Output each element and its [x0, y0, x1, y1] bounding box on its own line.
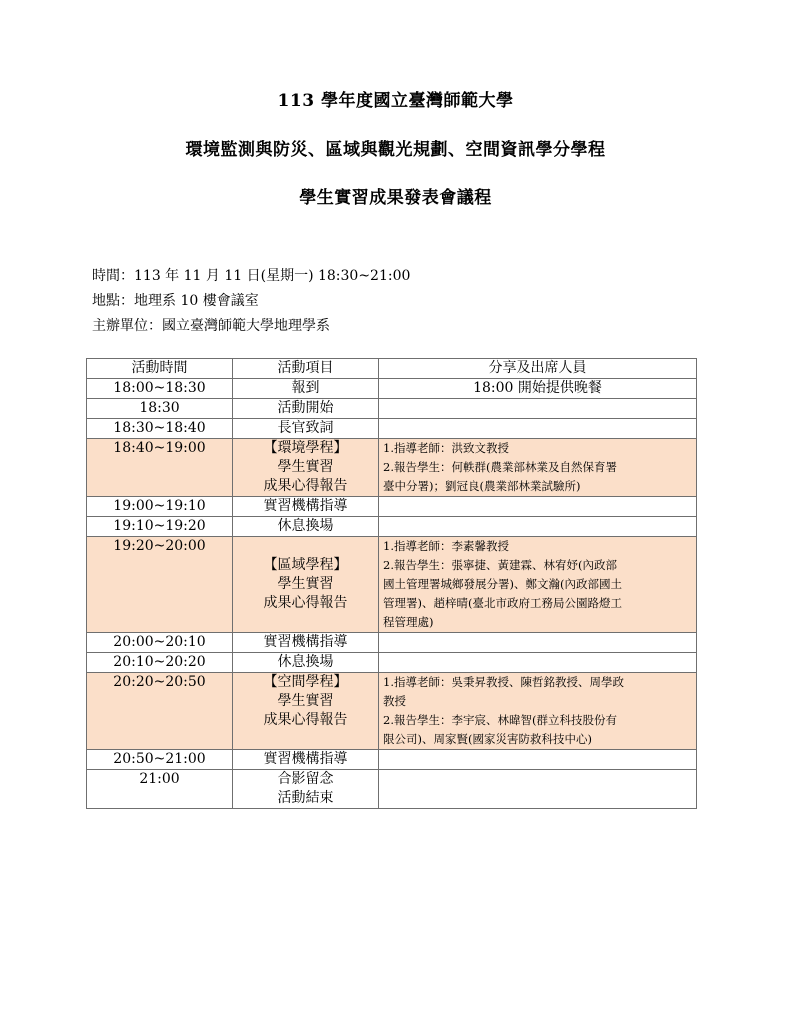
people-line: 教授 [383, 694, 406, 708]
people-line: 國土管理署城鄉發展分署)、鄭文瀚(內政部國土 [383, 577, 622, 591]
row-people [379, 750, 697, 770]
row-people [379, 517, 697, 537]
doc-title-line1: 113 學年度國立臺灣師範大學 [277, 91, 514, 111]
row-time: 18:30 [87, 399, 233, 419]
row-people [379, 770, 697, 809]
info-place: 地點：地理系 10 樓會議室 [92, 293, 259, 309]
row-item [233, 770, 379, 809]
row-time: 18:30~18:40 [87, 419, 233, 439]
row-item-line: 成果心得報告 [263, 478, 348, 494]
row-item-line: 活動結束 [277, 790, 334, 806]
row-item-line: 學生實習 [277, 576, 334, 592]
header-time: 活動時間 [87, 359, 233, 379]
row-item: 報到 [233, 379, 379, 399]
people-line: 2.報告學生：李宇宸、林暐智(群立科技股份有 [383, 713, 617, 727]
row-item [233, 673, 379, 750]
row-time: 20:50~21:00 [87, 750, 233, 770]
table-row [87, 633, 697, 653]
agenda-table [86, 358, 697, 809]
row-time: 21:00 [87, 770, 233, 809]
people-line: 2.報告學生：張寧捷、黃建霖、林宥妤(內政部 [383, 558, 617, 572]
row-item [233, 537, 379, 633]
info-host: 主辦單位：國立臺灣師範大學地理學系 [92, 318, 330, 334]
row-item-line: 學生實習 [277, 693, 334, 709]
people-line: 管理署)、趙梓晴(臺北市政府工務局公園路燈工 [383, 596, 622, 610]
row-time: 20:20~20:50 [87, 673, 233, 750]
row-item-line: 【空間學程】 [263, 674, 348, 690]
table-row [87, 653, 697, 673]
row-item-line: 【區域學程】 [263, 557, 348, 573]
row-item: 實習機構指導 [233, 497, 379, 517]
row-item-line: 合影留念 [277, 771, 334, 787]
row-people [379, 497, 697, 517]
row-item: 實習機構指導 [233, 633, 379, 653]
table-row [87, 439, 697, 497]
row-item: 休息換場 [233, 653, 379, 673]
table-row [87, 750, 697, 770]
row-time: 19:20~20:00 [87, 537, 233, 633]
row-people: 18:00 開始提供晚餐 [379, 379, 697, 399]
table-row [87, 770, 697, 809]
row-item: 休息換場 [233, 517, 379, 537]
doc-title-line2: 環境監測與防災、區域與觀光規劃、空間資訊學分學程 [185, 140, 606, 160]
row-people [379, 653, 697, 673]
header-people: 分享及出席人員 [379, 359, 697, 379]
row-people [379, 439, 697, 497]
row-item: 活動開始 [233, 399, 379, 419]
people-line: 1.指導老師：李素馨教授 [383, 539, 509, 553]
table-row [87, 379, 697, 399]
people-line: 臺中分署)；劉冠良(農業部林業試驗所) [383, 479, 581, 493]
row-item-line: 【環境學程】 [263, 440, 348, 456]
table-row [87, 673, 697, 750]
row-item-line: 學生實習 [277, 459, 334, 475]
row-people [379, 673, 697, 750]
row-time: 19:00~19:10 [87, 497, 233, 517]
table-row [87, 419, 697, 439]
people-line: 2.報告學生：何軼群(農業部林業及自然保育署 [383, 460, 617, 474]
people-line: 1.指導老師：吳秉昇教授、陳哲銘教授、周學政 [383, 675, 624, 689]
row-people [379, 633, 697, 653]
row-item-line: 成果心得報告 [263, 712, 348, 728]
people-line: 1.指導老師：洪致文教授 [383, 441, 509, 455]
header-item: 活動項目 [233, 359, 379, 379]
doc-title-line3: 學生實習成果發表會議程 [299, 188, 492, 208]
info-time: 時間：113 年 11 月 11 日(星期一) 18:30~21:00 [92, 268, 411, 284]
people-line: 程管理處) [383, 615, 434, 629]
row-time: 18:40~19:00 [87, 439, 233, 497]
row-item: 長官致詞 [233, 419, 379, 439]
table-row [87, 537, 697, 633]
row-people [379, 419, 697, 439]
row-people [379, 537, 697, 633]
table-row [87, 517, 697, 537]
table-header-row [87, 359, 697, 379]
row-people [379, 399, 697, 419]
row-time: 20:10~20:20 [87, 653, 233, 673]
row-time: 18:00~18:30 [87, 379, 233, 399]
row-time: 20:00~20:10 [87, 633, 233, 653]
table-row [87, 399, 697, 419]
row-item [233, 439, 379, 497]
row-time: 19:10~19:20 [87, 517, 233, 537]
row-item: 實習機構指導 [233, 750, 379, 770]
people-line: 限公司)、周家賢(國家災害防救科技中心) [383, 732, 592, 746]
row-item-line: 成果心得報告 [263, 595, 348, 611]
table-row [87, 497, 697, 517]
